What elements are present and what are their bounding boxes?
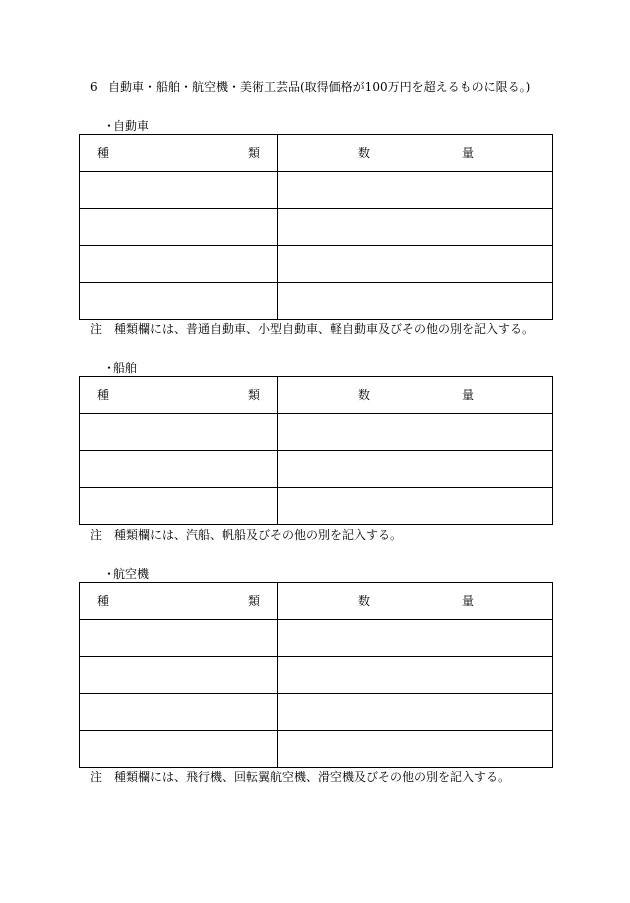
note-mark: 注 xyxy=(90,770,103,784)
note-text: 種類欄には、汽船、帆船及びその他の別を記入する。 xyxy=(114,528,403,542)
automobile-table xyxy=(79,134,553,320)
kind-cell[interactable] xyxy=(80,209,278,246)
kind-cell[interactable] xyxy=(80,414,278,451)
kind-cell[interactable] xyxy=(80,246,278,283)
quantity-cell[interactable] xyxy=(278,731,553,768)
table-row xyxy=(80,731,553,768)
automobile-heading xyxy=(103,118,149,134)
kind-cell[interactable] xyxy=(80,283,278,320)
note-mark: 注 xyxy=(90,528,103,542)
table-row xyxy=(80,694,553,731)
table-row xyxy=(80,283,553,320)
kind-header: 種 類 xyxy=(80,583,278,620)
quantity-header: 数 量 xyxy=(278,583,553,620)
aircraft-label: 航空機 xyxy=(113,567,150,581)
table-row xyxy=(80,414,553,451)
automobile-label: 自動車 xyxy=(113,119,150,133)
kind-cell[interactable] xyxy=(80,620,278,657)
aircraft-heading xyxy=(103,566,149,582)
bullet: ・ xyxy=(103,361,116,375)
bullet: ・ xyxy=(103,567,116,581)
kind-cell[interactable] xyxy=(80,451,278,488)
quantity-cell[interactable] xyxy=(278,620,553,657)
table-row xyxy=(80,657,553,694)
ship-label: 船舶 xyxy=(113,361,138,375)
table-header-row xyxy=(80,377,553,414)
quantity-cell[interactable] xyxy=(278,283,553,320)
bullet: ・ xyxy=(103,119,116,133)
table-row xyxy=(80,209,553,246)
quantity-cell[interactable] xyxy=(278,209,553,246)
automobile-note xyxy=(90,321,534,337)
table-header-row xyxy=(80,583,553,620)
table-row xyxy=(80,620,553,657)
quantity-cell[interactable] xyxy=(278,694,553,731)
kind-header: 種 類 xyxy=(80,377,278,414)
table-row xyxy=(80,172,553,209)
kind-cell[interactable] xyxy=(80,488,278,525)
note-text: 種類欄には、普通自動車、小型自動車、軽自動車及びその他の別を記入する。 xyxy=(114,322,535,336)
table-header-row xyxy=(80,135,553,172)
quantity-cell[interactable] xyxy=(278,246,553,283)
kind-cell[interactable] xyxy=(80,694,278,731)
ship-heading xyxy=(103,360,137,376)
quantity-cell[interactable] xyxy=(278,657,553,694)
quantity-cell[interactable] xyxy=(278,414,553,451)
table-row xyxy=(80,451,553,488)
note-text: 種類欄には、飛行機、回転翼航空機、滑空機及びその他の別を記入する。 xyxy=(114,770,511,784)
table-row xyxy=(80,246,553,283)
ship-table xyxy=(79,376,553,525)
quantity-cell[interactable] xyxy=(278,451,553,488)
quantity-header: 数 量 xyxy=(278,377,553,414)
quantity-header: 数 量 xyxy=(278,135,553,172)
quantity-cell[interactable] xyxy=(278,172,553,209)
kind-cell[interactable] xyxy=(80,731,278,768)
aircraft-table xyxy=(79,582,553,768)
kind-header: 種 類 xyxy=(80,135,278,172)
title-text: 自動車・船舶・航空機・美術工芸品(取得価格が100万円を超えるものに限る。) xyxy=(108,80,531,94)
kind-cell[interactable] xyxy=(80,657,278,694)
section-number: 6 xyxy=(90,80,98,94)
table-row xyxy=(80,488,553,525)
ship-note xyxy=(90,527,402,543)
note-mark: 注 xyxy=(90,322,103,336)
kind-cell[interactable] xyxy=(80,172,278,209)
aircraft-note xyxy=(90,769,510,785)
page-title xyxy=(90,79,530,95)
quantity-cell[interactable] xyxy=(278,488,553,525)
